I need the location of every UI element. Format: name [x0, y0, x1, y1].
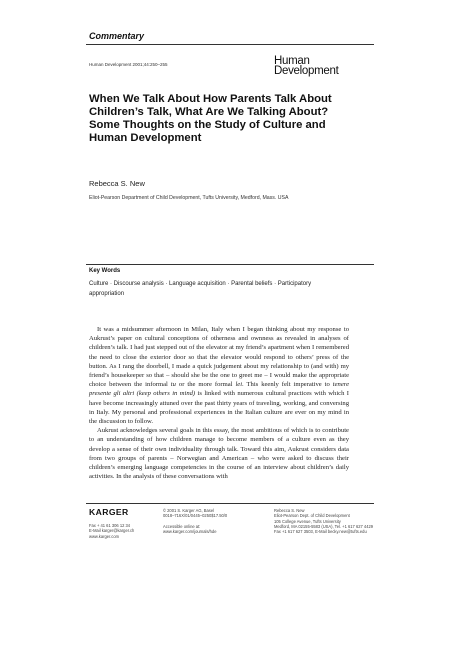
journal-logo [274, 56, 354, 76]
journal-logo-line-1: Human [274, 55, 310, 67]
correspondence-city-tel: Medford, MA 02155-5583 (USA), Tel. +1 617 627 4429 [274, 523, 374, 529]
keywords-list: Culture · Discourse analysis · Language acquisition · Parental beliefs · Participatory appropriation [89, 281, 312, 297]
journal-citation: Human Development 2001;44:250–255 [89, 62, 168, 67]
article-title: When We Talk About How Parents Talk About Children’s Talk, What Are We Talking About? Some Thoughts on the Study of Culture and Human Development [89, 93, 332, 144]
italic-phrase-tenere-presente: tenere presente gli altri (keep others in mind) [89, 381, 349, 398]
contact-website: www.karger.com [89, 533, 120, 539]
correspondence-block [274, 508, 373, 534]
online-label: Accessible online at: [163, 523, 201, 529]
body-text-segment: or the more formal [175, 381, 236, 389]
author-affiliation: Eliot-Pearson Department of Child Development, Tufts University, Medford, Mass. USA [89, 195, 289, 201]
correspondence-dept: Eliot-Pearson Dept. of Child Development [274, 513, 350, 519]
publisher-contact [89, 523, 134, 539]
article-body [89, 325, 349, 481]
issn-line: 0018–716X/01/0445–0250$17.50/0 [163, 513, 228, 519]
online-url: www.karger.com/journals/hde [163, 529, 217, 535]
copyright-line: © 2001 S. Karger AG, Basel [163, 508, 215, 513]
keywords-rule [86, 264, 374, 265]
copyright-block [163, 508, 227, 534]
footer-rule [86, 503, 374, 504]
publisher-logo: KARGER [89, 507, 129, 517]
body-text-segment: It was a midsummer afternoon in Milan, Italy when I began thinking about my response to Aukrust’s paper on cultural conceptions of otherness and ownness as revealed in analyses of children’s talk. I had just stepped out of the elevator at my friend’s apartment when I remembered the need to close the exterior door so that the elevator would respond to others’ press of the button. As I rang the doorbell, I made a quick judgement about my relationship to (and with) my friend’s housekeeper so that – should she be the one to greet me – I would make the appropriate choice between the informal [89, 326, 349, 389]
author-name: Rebecca S. New [89, 179, 145, 188]
contact-fax: Fax + 41 61 306 12 34 [89, 523, 131, 528]
section-label: Commentary [89, 31, 145, 41]
correspondence-address: 105 College Avenue, Tufts University [274, 518, 341, 524]
correspondence-fax-email: Fax +1 617 627 3503, E-Mail becky.new@tufts.edu [274, 529, 367, 535]
body-text-segment: . This keenly felt imperative to [242, 381, 333, 389]
body-paragraph-1 [89, 325, 349, 426]
contact-email: E-Mail karger@karger.ch [89, 528, 135, 534]
header-rule [86, 44, 374, 45]
correspondence-name: Rebecca S. New [274, 508, 305, 513]
italic-term-lei: lei [235, 381, 243, 389]
body-text-segment: is linked with numerous cultural practices with which I have become increasingly attuned over the past thirty years of traveling, working, and conversing in Italy. My personal and professional experiences in the Italian culture are ever on my mind in the discussion to follow. [89, 390, 349, 426]
keywords-heading: Key Words [89, 268, 121, 274]
body-paragraph-2: Aukrust acknowledges several goals in this essay, the most ambitious of which is to contribute to an understanding of how children manage to become members of a culture even as they develop a sense of their own individuality through talk. Toward this aim, Aukrust considers data from two groups of parents – Norwegian and American – who were asked to discuss their children’s emerging language competencies in the course of an interview about children’s daily activities. In the analysis of these conversations with [89, 427, 349, 481]
italic-term-tu: tu [170, 381, 176, 389]
journal-logo-line-2: Development [274, 65, 339, 77]
